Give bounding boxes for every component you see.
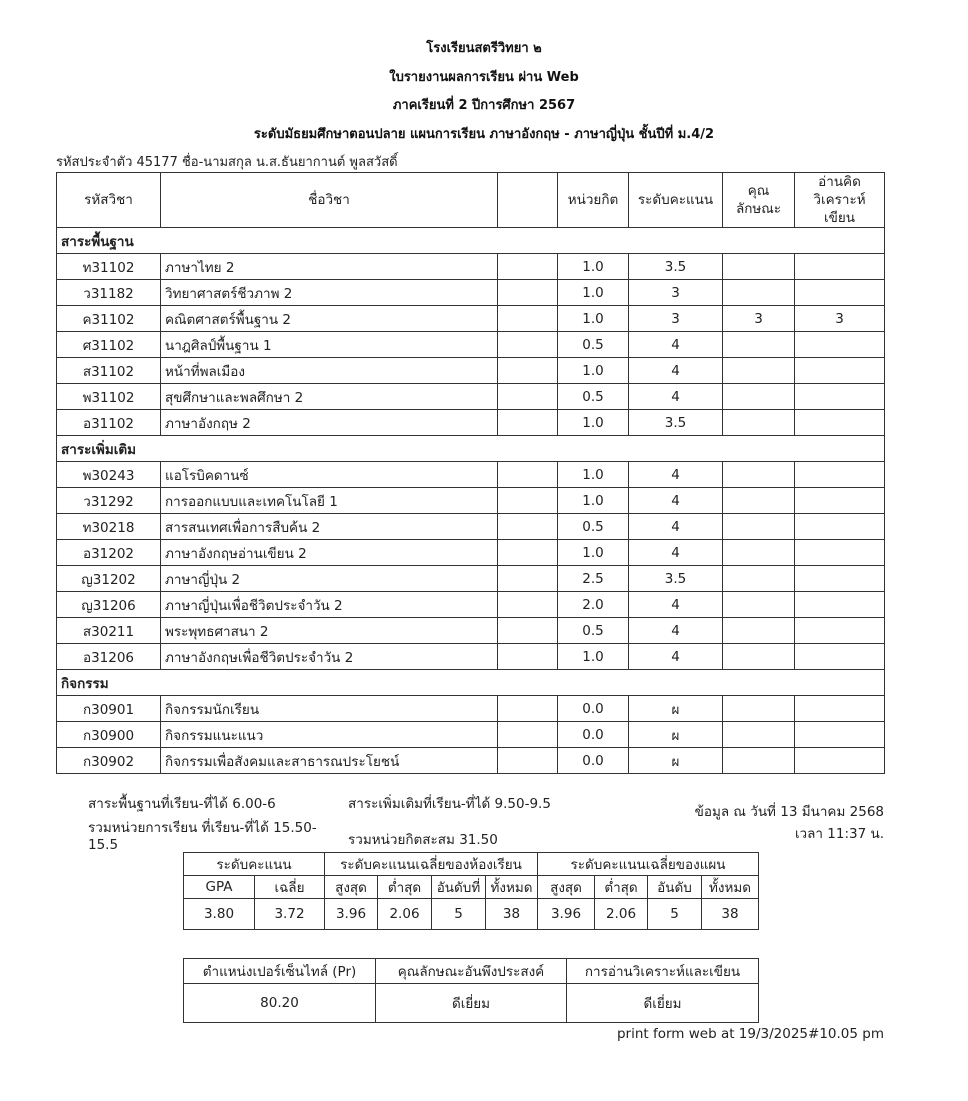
subject-name: กิจกรรมเพื่อสังคมและสาธารณประโยชน์ xyxy=(161,748,498,774)
print-stamp: print form web at 19/3/2025#10.05 pm xyxy=(616,1026,884,1042)
blank-cell xyxy=(498,488,558,514)
subject-name: สารสนเทศเพื่อการสืบค้น 2 xyxy=(161,514,498,540)
h-class-rank: อันดับที่ xyxy=(432,876,486,899)
table-row xyxy=(57,540,885,566)
col-grade: ระดับคะแนน xyxy=(629,173,723,228)
table-row xyxy=(57,696,885,722)
h-class-max: สูงสุด xyxy=(325,876,378,899)
character-value xyxy=(723,722,795,748)
character-value xyxy=(723,514,795,540)
subject-code: ค31102 xyxy=(57,306,161,332)
h-avg: เฉลี่ย xyxy=(255,876,325,899)
blank-cell xyxy=(498,384,558,410)
subject-name: กิจกรรมนักเรียน xyxy=(161,696,498,722)
col-code: รหัสวิชา xyxy=(57,173,161,228)
blank-cell xyxy=(498,644,558,670)
reading-value xyxy=(795,488,885,514)
group-grade: ระดับคะแนน xyxy=(184,853,325,876)
grade-value: 4 xyxy=(629,540,723,566)
blank-cell xyxy=(498,722,558,748)
subject-name: ภาษาอังกฤษเพื่อชีวิตประจำวัน 2 xyxy=(161,644,498,670)
character-value xyxy=(723,748,795,774)
col-blank xyxy=(498,173,558,228)
h-character: คุณลักษณะอันพึงประสงค์ xyxy=(376,959,567,984)
h-plan-min: ต่ำสุด xyxy=(595,876,648,899)
subject-code: ท31102 xyxy=(57,254,161,280)
grade-value: 4 xyxy=(629,332,723,358)
grade-value: 4 xyxy=(629,358,723,384)
grade-value: 4 xyxy=(629,592,723,618)
grade-value: ผ xyxy=(629,696,723,722)
grade-value: ผ xyxy=(629,748,723,774)
blank-cell xyxy=(498,566,558,592)
grade-value: 4 xyxy=(629,514,723,540)
character-value xyxy=(723,696,795,722)
character-value xyxy=(723,540,795,566)
blank-cell xyxy=(498,618,558,644)
grades-table xyxy=(56,172,885,774)
evaluation-table xyxy=(183,958,759,1023)
table-row xyxy=(57,384,885,410)
blank-cell xyxy=(498,306,558,332)
grade-value: 3.5 xyxy=(629,254,723,280)
table-row xyxy=(57,488,885,514)
credit-value: 0.5 xyxy=(558,332,629,358)
table-row xyxy=(57,618,885,644)
credit-value: 0.5 xyxy=(558,618,629,644)
data-time: เวลา 11:37 น. xyxy=(794,826,884,842)
plan-rank-value: 5 xyxy=(648,899,702,930)
blank-cell xyxy=(498,280,558,306)
credit-value: 1.0 xyxy=(558,462,629,488)
subject-name: ภาษาอังกฤษ 2 xyxy=(161,410,498,436)
table-row xyxy=(57,410,885,436)
subject-code: อ31206 xyxy=(57,644,161,670)
subject-code: ศ31102 xyxy=(57,332,161,358)
table-row xyxy=(57,644,885,670)
table-row xyxy=(57,748,885,774)
h-gpa: GPA xyxy=(184,876,255,899)
reading-value xyxy=(795,722,885,748)
percentile-value: 80.20 xyxy=(184,984,376,1023)
table-row xyxy=(57,722,885,748)
reading-value xyxy=(795,592,885,618)
section-title: สาระพื้นฐาน xyxy=(57,228,885,254)
blank-cell xyxy=(498,514,558,540)
blank-cell xyxy=(498,748,558,774)
reading-value xyxy=(795,644,885,670)
table-row xyxy=(57,280,885,306)
level-title: ระดับมัธยมศึกษาตอนปลาย แผนการเรียน ภาษาอังกฤษ - ภาษาญี่ปุ่น ชั้นปีที่ ม.4/2 xyxy=(253,127,715,142)
blank-cell xyxy=(498,358,558,384)
subject-name: พระพุทธศาสนา 2 xyxy=(161,618,498,644)
reading-value xyxy=(795,618,885,644)
col-name: ชื่อวิชา xyxy=(161,173,498,228)
reading-value: ดีเยี่ยม xyxy=(567,984,759,1023)
blank-cell xyxy=(498,410,558,436)
class-max-value: 3.96 xyxy=(325,899,378,930)
credit-value: 0.5 xyxy=(558,514,629,540)
subject-code: ส31102 xyxy=(57,358,161,384)
character-value: 3 xyxy=(723,306,795,332)
character-value xyxy=(723,462,795,488)
reading-value xyxy=(795,410,885,436)
gpa-value: 3.80 xyxy=(184,899,255,930)
reading-value xyxy=(795,280,885,306)
credit-value: 1.0 xyxy=(558,410,629,436)
credit-value: 2.0 xyxy=(558,592,629,618)
subject-code: ญ31202 xyxy=(57,566,161,592)
grade-value: 3.5 xyxy=(629,410,723,436)
table-row xyxy=(57,566,885,592)
subject-name: นาฎศิลป์พื้นฐาน 1 xyxy=(161,332,498,358)
subject-code: พ30243 xyxy=(57,462,161,488)
grade-value: 3 xyxy=(629,306,723,332)
subject-code: ก30901 xyxy=(57,696,161,722)
reading-value xyxy=(795,696,885,722)
credit-value: 1.0 xyxy=(558,488,629,514)
credit-value: 0.5 xyxy=(558,384,629,410)
grades-header-row xyxy=(57,173,885,228)
subject-code: ก30900 xyxy=(57,722,161,748)
accumulated-credits: รวมหน่วยกิตสะสม 31.50 xyxy=(348,832,498,848)
class-min-value: 2.06 xyxy=(378,899,432,930)
subject-name: ภาษาญี่ปุ่นเพื่อชีวิตประจำวัน 2 xyxy=(161,592,498,618)
character-value xyxy=(723,280,795,306)
credit-value: 0.0 xyxy=(558,696,629,722)
table-row xyxy=(57,592,885,618)
h-reading: การอ่านวิเคราะห์และเขียน xyxy=(567,959,759,984)
student-info: รหัสประจำตัว 45177 ชื่อ-นามสกุล น.ส.ธันยากานต์ พูลสวัสดิ์ xyxy=(56,155,398,170)
basic-credits: สาระพื้นฐานที่เรียน-ที่ได้ 6.00-6 xyxy=(88,796,276,812)
blank-cell xyxy=(498,332,558,358)
group-class: ระดับคะแนนเฉลี่ยของห้องเรียน xyxy=(325,853,538,876)
reading-value xyxy=(795,566,885,592)
subject-code: ญ31206 xyxy=(57,592,161,618)
blank-cell xyxy=(498,254,558,280)
credit-value: 0.0 xyxy=(558,748,629,774)
credit-value: 1.0 xyxy=(558,280,629,306)
class-total-value: 38 xyxy=(486,899,538,930)
h-class-total: ทั้งหมด xyxy=(486,876,538,899)
h-plan-total: ทั้งหมด xyxy=(702,876,759,899)
credit-value: 0.0 xyxy=(558,722,629,748)
subject-code: ว31292 xyxy=(57,488,161,514)
total-credits: รวมหน่วยการเรียน ที่เรียน-ที่ได้ 15.50- 15.5 xyxy=(88,820,317,853)
extra-credits: สาระเพิ่มเติมที่เรียน-ที่ได้ 9.50-9.5 xyxy=(348,796,551,812)
subject-code: อ31102 xyxy=(57,410,161,436)
subject-code: ว31182 xyxy=(57,280,161,306)
blank-cell xyxy=(498,462,558,488)
term-title: ภาคเรียนที่ 2 ปีการศึกษา 2567 xyxy=(392,98,576,113)
character-value: ดีเยี่ยม xyxy=(376,984,567,1023)
h-plan-rank: อันดับ xyxy=(648,876,702,899)
subject-name: ภาษาไทย 2 xyxy=(161,254,498,280)
character-value xyxy=(723,592,795,618)
grade-value: 4 xyxy=(629,618,723,644)
credit-value: 1.0 xyxy=(558,358,629,384)
blank-cell xyxy=(498,592,558,618)
subject-name: ภาษาญี่ปุ่น 2 xyxy=(161,566,498,592)
reading-value xyxy=(795,384,885,410)
avg-value: 3.72 xyxy=(255,899,325,930)
subject-code: ท30218 xyxy=(57,514,161,540)
h-class-min: ต่ำสุด xyxy=(378,876,432,899)
character-value xyxy=(723,254,795,280)
credit-value: 2.5 xyxy=(558,566,629,592)
reading-value xyxy=(795,540,885,566)
character-value xyxy=(723,358,795,384)
subject-name: แอโรบิคดานซ์ xyxy=(161,462,498,488)
plan-max-value: 3.96 xyxy=(538,899,595,930)
subject-name: ภาษาอังกฤษอ่านเขียน 2 xyxy=(161,540,498,566)
reading-value xyxy=(795,514,885,540)
reading-value xyxy=(795,332,885,358)
credit-value: 1.0 xyxy=(558,540,629,566)
subject-name: หน้าที่พลเมือง xyxy=(161,358,498,384)
subject-name: วิทยาศาสตร์ชีวภาพ 2 xyxy=(161,280,498,306)
table-row xyxy=(57,514,885,540)
table-row xyxy=(57,306,885,332)
character-value xyxy=(723,332,795,358)
table-row xyxy=(57,254,885,280)
table-row xyxy=(57,358,885,384)
grade-value: 4 xyxy=(629,462,723,488)
grade-value: 4 xyxy=(629,488,723,514)
reading-value xyxy=(795,358,885,384)
reading-value xyxy=(795,748,885,774)
plan-total-value: 38 xyxy=(702,899,759,930)
subject-code: อ31202 xyxy=(57,540,161,566)
grade-value: 3.5 xyxy=(629,566,723,592)
h-plan-max: สูงสุด xyxy=(538,876,595,899)
section-title: สาระเพิ่มเติม xyxy=(57,436,885,462)
grade-value: ผ xyxy=(629,722,723,748)
reading-value xyxy=(795,462,885,488)
credit-value: 1.0 xyxy=(558,306,629,332)
reading-value xyxy=(795,254,885,280)
col-credit: หน่วยกิต xyxy=(558,173,629,228)
reading-value: 3 xyxy=(795,306,885,332)
subject-code: ส30211 xyxy=(57,618,161,644)
subject-code: พ31102 xyxy=(57,384,161,410)
subject-name: คณิตศาสตร์พื้นฐาน 2 xyxy=(161,306,498,332)
grade-value: 3 xyxy=(629,280,723,306)
blank-cell xyxy=(498,540,558,566)
table-row xyxy=(57,332,885,358)
credit-value: 1.0 xyxy=(558,254,629,280)
plan-min-value: 2.06 xyxy=(595,899,648,930)
grade-value: 4 xyxy=(629,644,723,670)
table-row xyxy=(57,462,885,488)
character-value xyxy=(723,644,795,670)
section-header xyxy=(57,228,885,254)
subject-code: ก30902 xyxy=(57,748,161,774)
h-percentile: ตำแหน่งเปอร์เซ็นไทล์ (Pr) xyxy=(184,959,376,984)
blank-cell xyxy=(498,696,558,722)
credit-value: 1.0 xyxy=(558,644,629,670)
character-value xyxy=(723,566,795,592)
character-value xyxy=(723,384,795,410)
subject-name: สุขศึกษาและพลศึกษา 2 xyxy=(161,384,498,410)
subject-name: การออกแบบและเทคโนโลยี 1 xyxy=(161,488,498,514)
data-date: ข้อมูล ณ วันที่ 13 มีนาคม 2568 xyxy=(694,804,884,820)
section-title: กิจกรรม xyxy=(57,670,885,696)
report-title: ใบรายงานผลการเรียน ผ่าน Web xyxy=(389,70,579,85)
section-header xyxy=(57,670,885,696)
class-rank-value: 5 xyxy=(432,899,486,930)
grade-value: 4 xyxy=(629,384,723,410)
school-name: โรงเรียนสตรีวิทยา ๒ xyxy=(426,41,542,56)
col-reading: อ่านคิด วิเคราะห์เขียน xyxy=(795,173,885,228)
character-value xyxy=(723,410,795,436)
section-header xyxy=(57,436,885,462)
averages-table xyxy=(183,852,759,930)
col-character: คุณ ลักษณะ xyxy=(723,173,795,228)
subject-name: กิจกรรมแนะแนว xyxy=(161,722,498,748)
character-value xyxy=(723,488,795,514)
character-value xyxy=(723,618,795,644)
group-plan: ระดับคะแนนเฉลี่ยของแผน xyxy=(538,853,759,876)
